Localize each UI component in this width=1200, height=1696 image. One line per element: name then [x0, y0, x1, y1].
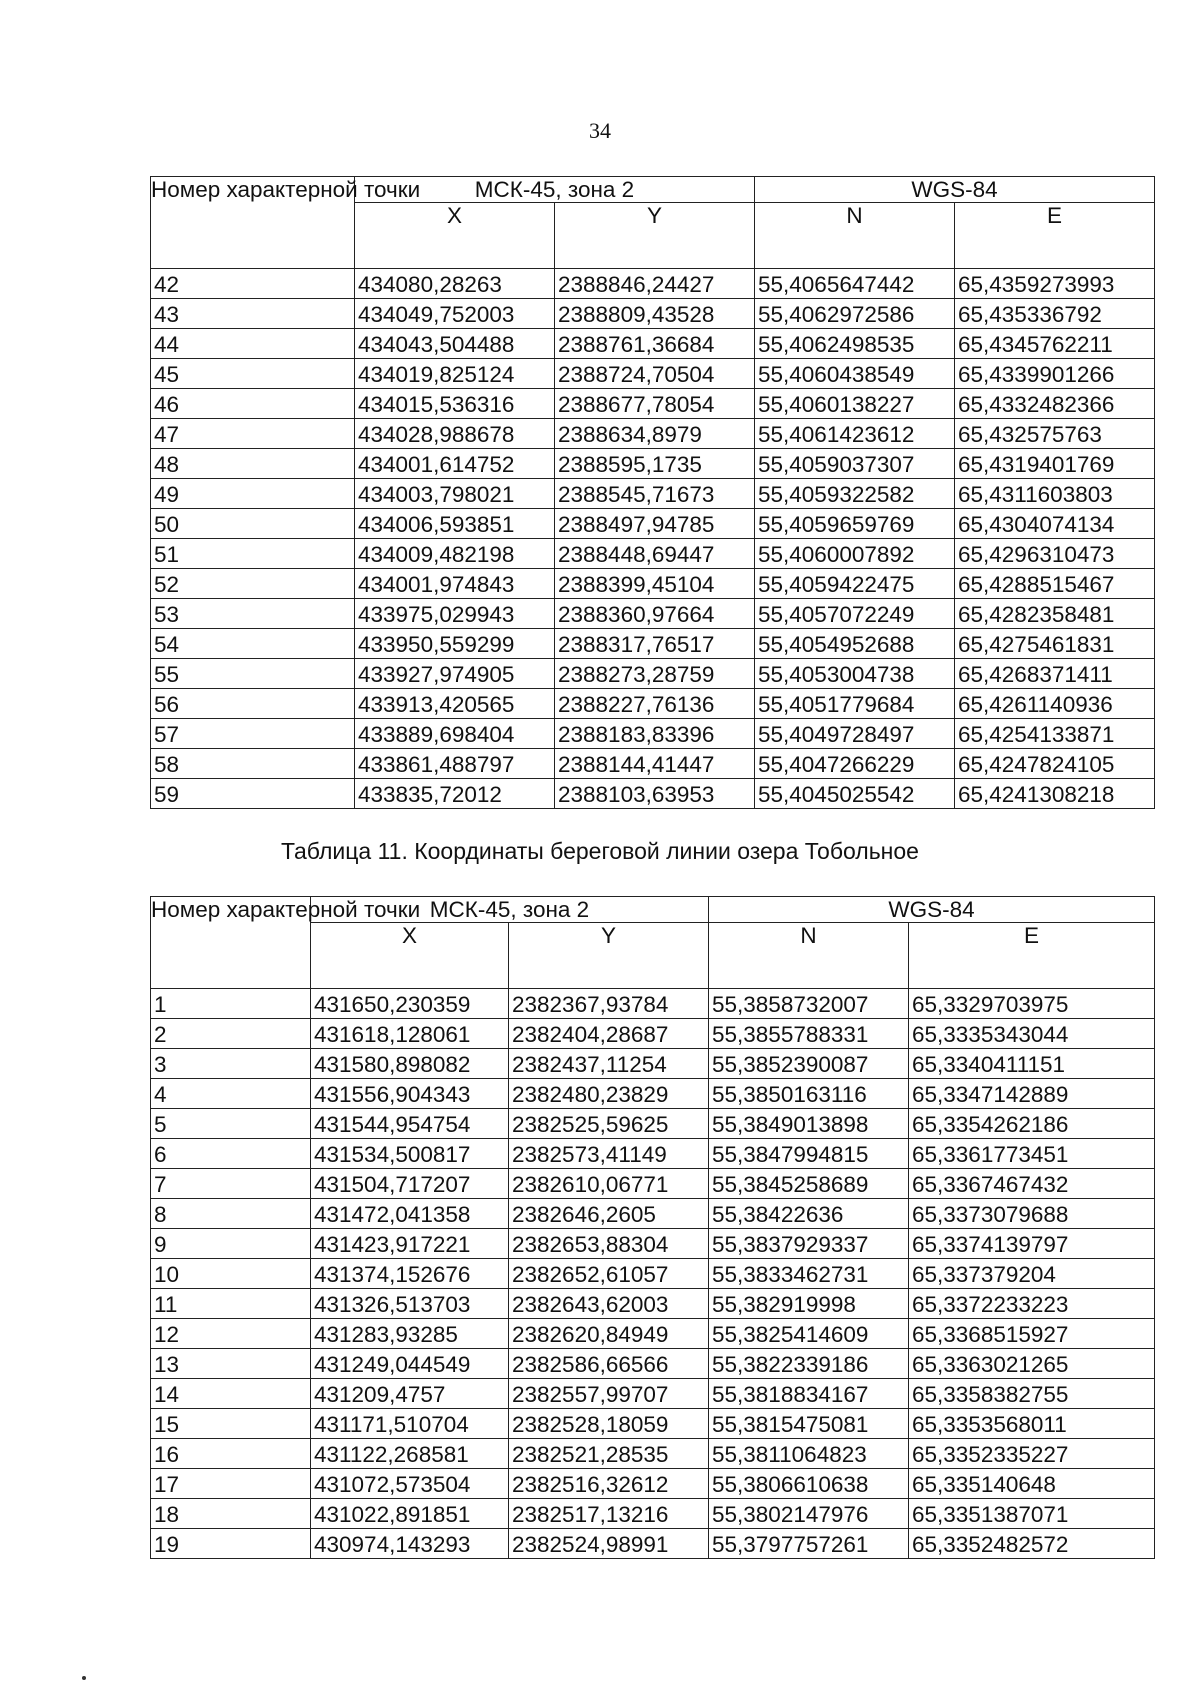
cell-y: 2382367,93784: [509, 989, 709, 1019]
cell-n: 55,3806610638: [709, 1469, 909, 1499]
cell-point-number: 59: [151, 779, 355, 809]
cell-y: 2382404,28687: [509, 1019, 709, 1049]
table-row: [151, 689, 1155, 719]
cell-n: 55,4051779684: [755, 689, 955, 719]
cell-x: 433975,029943: [355, 599, 555, 629]
cell-e: 65,4332482366: [955, 389, 1155, 419]
cell-point-number: 49: [151, 479, 355, 509]
cell-point-number: 13: [151, 1349, 311, 1379]
cell-y: 2382525,59625: [509, 1109, 709, 1139]
cell-e: 65,4319401769: [955, 449, 1155, 479]
cell-e: 65,335140648: [909, 1469, 1155, 1499]
cell-y: 2382646,2605: [509, 1199, 709, 1229]
table-row: [151, 629, 1155, 659]
cell-x: 434015,536316: [355, 389, 555, 419]
cell-x: 433861,488797: [355, 749, 555, 779]
cell-y: 2382586,66566: [509, 1349, 709, 1379]
table-row: [151, 1079, 1155, 1109]
cell-point-number: 43: [151, 299, 355, 329]
cell-e: 65,337379204: [909, 1259, 1155, 1289]
cell-n: 55,3852390087: [709, 1049, 909, 1079]
cell-y: 2382528,18059: [509, 1409, 709, 1439]
cell-point-number: 54: [151, 629, 355, 659]
cell-n: 55,4060138227: [755, 389, 955, 419]
cell-point-number: 1: [151, 989, 311, 1019]
cell-y: 2382557,99707: [509, 1379, 709, 1409]
cell-n: 55,4065647442: [755, 269, 955, 299]
cell-x: 434001,614752: [355, 449, 555, 479]
cell-e: 65,3368515927: [909, 1319, 1155, 1349]
cell-n: 55,4054952688: [755, 629, 955, 659]
cell-x: 433950,559299: [355, 629, 555, 659]
cell-n: 55,3802147976: [709, 1499, 909, 1529]
table-row: [151, 779, 1155, 809]
table-row: [151, 719, 1155, 749]
cell-x: 430974,143293: [311, 1529, 509, 1559]
cell-n: 55,4047266229: [755, 749, 955, 779]
cell-point-number: 48: [151, 449, 355, 479]
cell-n: 55,4057072249: [755, 599, 955, 629]
cell-n: 55,3855788331: [709, 1019, 909, 1049]
cell-n: 55,4062498535: [755, 329, 955, 359]
cell-n: 55,382919998: [709, 1289, 909, 1319]
cell-point-number: 42: [151, 269, 355, 299]
cell-y: 2382437,11254: [509, 1049, 709, 1079]
cell-x: 431556,904343: [311, 1079, 509, 1109]
cell-x: 431544,954754: [311, 1109, 509, 1139]
cell-n: 55,3858732007: [709, 989, 909, 1019]
cell-e: 65,4268371411: [955, 659, 1155, 689]
cell-y: 2382653,88304: [509, 1229, 709, 1259]
cell-point-number: 45: [151, 359, 355, 389]
cell-point-number: 52: [151, 569, 355, 599]
header-n: N: [709, 923, 909, 989]
cell-e: 65,3347142889: [909, 1079, 1155, 1109]
cell-x: 433835,72012: [355, 779, 555, 809]
cell-point-number: 3: [151, 1049, 311, 1079]
table-row: [151, 1169, 1155, 1199]
cell-n: 55,4049728497: [755, 719, 955, 749]
cell-x: 431326,513703: [311, 1289, 509, 1319]
cell-x: 431283,93285: [311, 1319, 509, 1349]
cell-point-number: 18: [151, 1499, 311, 1529]
cell-point-number: 6: [151, 1139, 311, 1169]
cell-y: 2388317,76517: [555, 629, 755, 659]
cell-x: 434019,825124: [355, 359, 555, 389]
cell-x: 433913,420565: [355, 689, 555, 719]
cell-n: 55,4053004738: [755, 659, 955, 689]
cell-y: 2382480,23829: [509, 1079, 709, 1109]
cell-y: 2388545,71673: [555, 479, 755, 509]
cell-n: 55,3822339186: [709, 1349, 909, 1379]
header-e: E: [909, 923, 1155, 989]
cell-n: 55,4060438549: [755, 359, 955, 389]
cell-n: 55,4059422475: [755, 569, 955, 599]
table-row: [151, 1439, 1155, 1469]
cell-point-number: 56: [151, 689, 355, 719]
table-row: [151, 269, 1155, 299]
cell-x: 431472,041358: [311, 1199, 509, 1229]
cell-n: 55,3849013898: [709, 1109, 909, 1139]
cell-y: 2388360,97664: [555, 599, 755, 629]
cell-e: 65,3329703975: [909, 989, 1155, 1019]
cell-x: 434080,28263: [355, 269, 555, 299]
cell-x: 431504,717207: [311, 1169, 509, 1199]
cell-x: 431650,230359: [311, 989, 509, 1019]
cell-x: 431423,917221: [311, 1229, 509, 1259]
cell-e: 65,3354262186: [909, 1109, 1155, 1139]
header-point-number: Номер характерной точки: [151, 897, 311, 989]
cell-x: 431209,4757: [311, 1379, 509, 1409]
cell-y: 2382652,61057: [509, 1259, 709, 1289]
cell-e: 65,3335343044: [909, 1019, 1155, 1049]
cell-e: 65,4254133871: [955, 719, 1155, 749]
table-row: [151, 1199, 1155, 1229]
cell-e: 65,3358382755: [909, 1379, 1155, 1409]
cell-n: 55,3833462731: [709, 1259, 909, 1289]
table-row: [151, 1049, 1155, 1079]
table-row: [151, 1409, 1155, 1439]
cell-e: 65,3361773451: [909, 1139, 1155, 1169]
table-row: [151, 1289, 1155, 1319]
table-row: [151, 449, 1155, 479]
cell-x: 431534,500817: [311, 1139, 509, 1169]
cell-x: 431122,268581: [311, 1439, 509, 1469]
cell-point-number: 44: [151, 329, 355, 359]
cell-e: 65,4345762211: [955, 329, 1155, 359]
cell-x: 431580,898082: [311, 1049, 509, 1079]
page-number: 34: [589, 118, 611, 143]
cell-e: 65,3374139797: [909, 1229, 1155, 1259]
cell-point-number: 11: [151, 1289, 311, 1319]
cell-e: 65,432575763: [955, 419, 1155, 449]
cell-point-number: 17: [151, 1469, 311, 1499]
cell-y: 2388846,24427: [555, 269, 755, 299]
cell-x: 434049,752003: [355, 299, 555, 329]
table-row: [151, 539, 1155, 569]
cell-point-number: 53: [151, 599, 355, 629]
cell-n: 55,4059037307: [755, 449, 955, 479]
table-row: [151, 329, 1155, 359]
cell-e: 65,3340411151: [909, 1049, 1155, 1079]
cell-e: 65,4359273993: [955, 269, 1155, 299]
cell-n: 55,4062972586: [755, 299, 955, 329]
cell-point-number: 7: [151, 1169, 311, 1199]
cell-y: 2388183,83396: [555, 719, 755, 749]
coordinates-table-continued: [150, 176, 1155, 809]
cell-y: 2388227,76136: [555, 689, 755, 719]
cell-x: 434006,593851: [355, 509, 555, 539]
table-row: [151, 299, 1155, 329]
cell-e: 65,3352335227: [909, 1439, 1155, 1469]
cell-y: 2382610,06771: [509, 1169, 709, 1199]
cell-n: 55,3811064823: [709, 1439, 909, 1469]
cell-y: 2388273,28759: [555, 659, 755, 689]
table-row: [151, 1259, 1155, 1289]
scan-speck: [82, 1676, 86, 1680]
cell-n: 55,4060007892: [755, 539, 955, 569]
header-point-number: Номер характерной точки: [151, 177, 355, 269]
cell-e: 65,3372233223: [909, 1289, 1155, 1319]
header-n: N: [755, 203, 955, 269]
cell-e: 65,3367467432: [909, 1169, 1155, 1199]
cell-x: 431249,044549: [311, 1349, 509, 1379]
cell-point-number: 16: [151, 1439, 311, 1469]
table-row: [151, 1529, 1155, 1559]
header-msk45: МСК-45, зона 2: [355, 177, 755, 203]
cell-e: 65,4261140936: [955, 689, 1155, 719]
table-row: [151, 569, 1155, 599]
table-row: [151, 389, 1155, 419]
cell-point-number: 5: [151, 1109, 311, 1139]
cell-x: 434009,482198: [355, 539, 555, 569]
cell-e: 65,3363021265: [909, 1349, 1155, 1379]
cell-x: 434003,798021: [355, 479, 555, 509]
cell-y: 2388677,78054: [555, 389, 755, 419]
cell-x: 431374,152676: [311, 1259, 509, 1289]
cell-n: 55,4045025542: [755, 779, 955, 809]
cell-e: 65,3351387071: [909, 1499, 1155, 1529]
table-row: [151, 359, 1155, 389]
table-body: [151, 269, 1155, 809]
table-row: [151, 1139, 1155, 1169]
cell-x: 434028,988678: [355, 419, 555, 449]
cell-e: 65,4241308218: [955, 779, 1155, 809]
header-y: Y: [509, 923, 709, 989]
header-x: X: [311, 923, 509, 989]
cell-e: 65,3352482572: [909, 1529, 1155, 1559]
table-body: [151, 989, 1155, 1559]
table-row: [151, 1469, 1155, 1499]
cell-x: 433889,698404: [355, 719, 555, 749]
table-row: [151, 479, 1155, 509]
cell-point-number: 9: [151, 1229, 311, 1259]
cell-e: 65,3373079688: [909, 1199, 1155, 1229]
cell-n: 55,3847994815: [709, 1139, 909, 1169]
cell-x: 434001,974843: [355, 569, 555, 599]
cell-point-number: 58: [151, 749, 355, 779]
cell-e: 65,435336792: [955, 299, 1155, 329]
cell-point-number: 2: [151, 1019, 311, 1049]
cell-point-number: 46: [151, 389, 355, 419]
cell-y: 2388724,70504: [555, 359, 755, 389]
cell-y: 2382517,13216: [509, 1499, 709, 1529]
table-row: [151, 749, 1155, 779]
cell-point-number: 12: [151, 1319, 311, 1349]
cell-point-number: 19: [151, 1529, 311, 1559]
cell-point-number: 10: [151, 1259, 311, 1289]
header-y: Y: [555, 203, 755, 269]
table-caption: Таблица 11. Координаты береговой линии озера Тобольное: [281, 838, 919, 864]
cell-point-number: 47: [151, 419, 355, 449]
cell-y: 2382524,98991: [509, 1529, 709, 1559]
cell-x: 431072,573504: [311, 1469, 509, 1499]
cell-y: 2382521,28535: [509, 1439, 709, 1469]
table-row: [151, 419, 1155, 449]
cell-point-number: 14: [151, 1379, 311, 1409]
cell-y: 2388595,1735: [555, 449, 755, 479]
header-x: X: [355, 203, 555, 269]
cell-n: 55,3825414609: [709, 1319, 909, 1349]
cell-point-number: 51: [151, 539, 355, 569]
cell-point-number: 8: [151, 1199, 311, 1229]
cell-e: 65,4311603803: [955, 479, 1155, 509]
table-row: [151, 659, 1155, 689]
cell-y: 2388497,94785: [555, 509, 755, 539]
header-wgs84: WGS-84: [709, 897, 1155, 923]
cell-point-number: 57: [151, 719, 355, 749]
cell-point-number: 50: [151, 509, 355, 539]
cell-y: 2388761,36684: [555, 329, 755, 359]
cell-e: 65,4304074134: [955, 509, 1155, 539]
lake-shoreline-coordinates-table: [150, 896, 1155, 1559]
cell-n: 55,38422636: [709, 1199, 909, 1229]
cell-y: 2388448,69447: [555, 539, 755, 569]
cell-x: 431171,510704: [311, 1409, 509, 1439]
cell-e: 65,3353568011: [909, 1409, 1155, 1439]
cell-x: 433927,974905: [355, 659, 555, 689]
header-e: E: [955, 203, 1155, 269]
header-msk45: МСК-45, зона 2: [311, 897, 709, 923]
table-row: [151, 1349, 1155, 1379]
table-row: [151, 1499, 1155, 1529]
table-row: [151, 1379, 1155, 1409]
table-row: [151, 989, 1155, 1019]
cell-point-number: 4: [151, 1079, 311, 1109]
cell-n: 55,3837929337: [709, 1229, 909, 1259]
table-row: [151, 1019, 1155, 1049]
table-row: [151, 509, 1155, 539]
cell-e: 65,4296310473: [955, 539, 1155, 569]
cell-x: 431618,128061: [311, 1019, 509, 1049]
cell-y: 2382516,32612: [509, 1469, 709, 1499]
cell-y: 2382620,84949: [509, 1319, 709, 1349]
cell-y: 2388634,8979: [555, 419, 755, 449]
cell-point-number: 55: [151, 659, 355, 689]
cell-x: 434043,504488: [355, 329, 555, 359]
cell-n: 55,4061423612: [755, 419, 955, 449]
cell-x: 431022,891851: [311, 1499, 509, 1529]
cell-e: 65,4247824105: [955, 749, 1155, 779]
cell-e: 65,4282358481: [955, 599, 1155, 629]
table-row: [151, 1109, 1155, 1139]
cell-n: 55,3845258689: [709, 1169, 909, 1199]
cell-y: 2382643,62003: [509, 1289, 709, 1319]
cell-y: 2388399,45104: [555, 569, 755, 599]
table-row: [151, 1229, 1155, 1259]
cell-y: 2388103,63953: [555, 779, 755, 809]
cell-n: 55,3815475081: [709, 1409, 909, 1439]
cell-y: 2388144,41447: [555, 749, 755, 779]
cell-e: 65,4275461831: [955, 629, 1155, 659]
cell-e: 65,4339901266: [955, 359, 1155, 389]
cell-y: 2382573,41149: [509, 1139, 709, 1169]
cell-n: 55,4059322582: [755, 479, 955, 509]
cell-y: 2388809,43528: [555, 299, 755, 329]
cell-n: 55,3850163116: [709, 1079, 909, 1109]
cell-n: 55,3818834167: [709, 1379, 909, 1409]
cell-n: 55,3797757261: [709, 1529, 909, 1559]
table-row: [151, 1319, 1155, 1349]
table-row: [151, 599, 1155, 629]
cell-e: 65,4288515467: [955, 569, 1155, 599]
cell-n: 55,4059659769: [755, 509, 955, 539]
header-wgs84: WGS-84: [755, 177, 1155, 203]
cell-point-number: 15: [151, 1409, 311, 1439]
